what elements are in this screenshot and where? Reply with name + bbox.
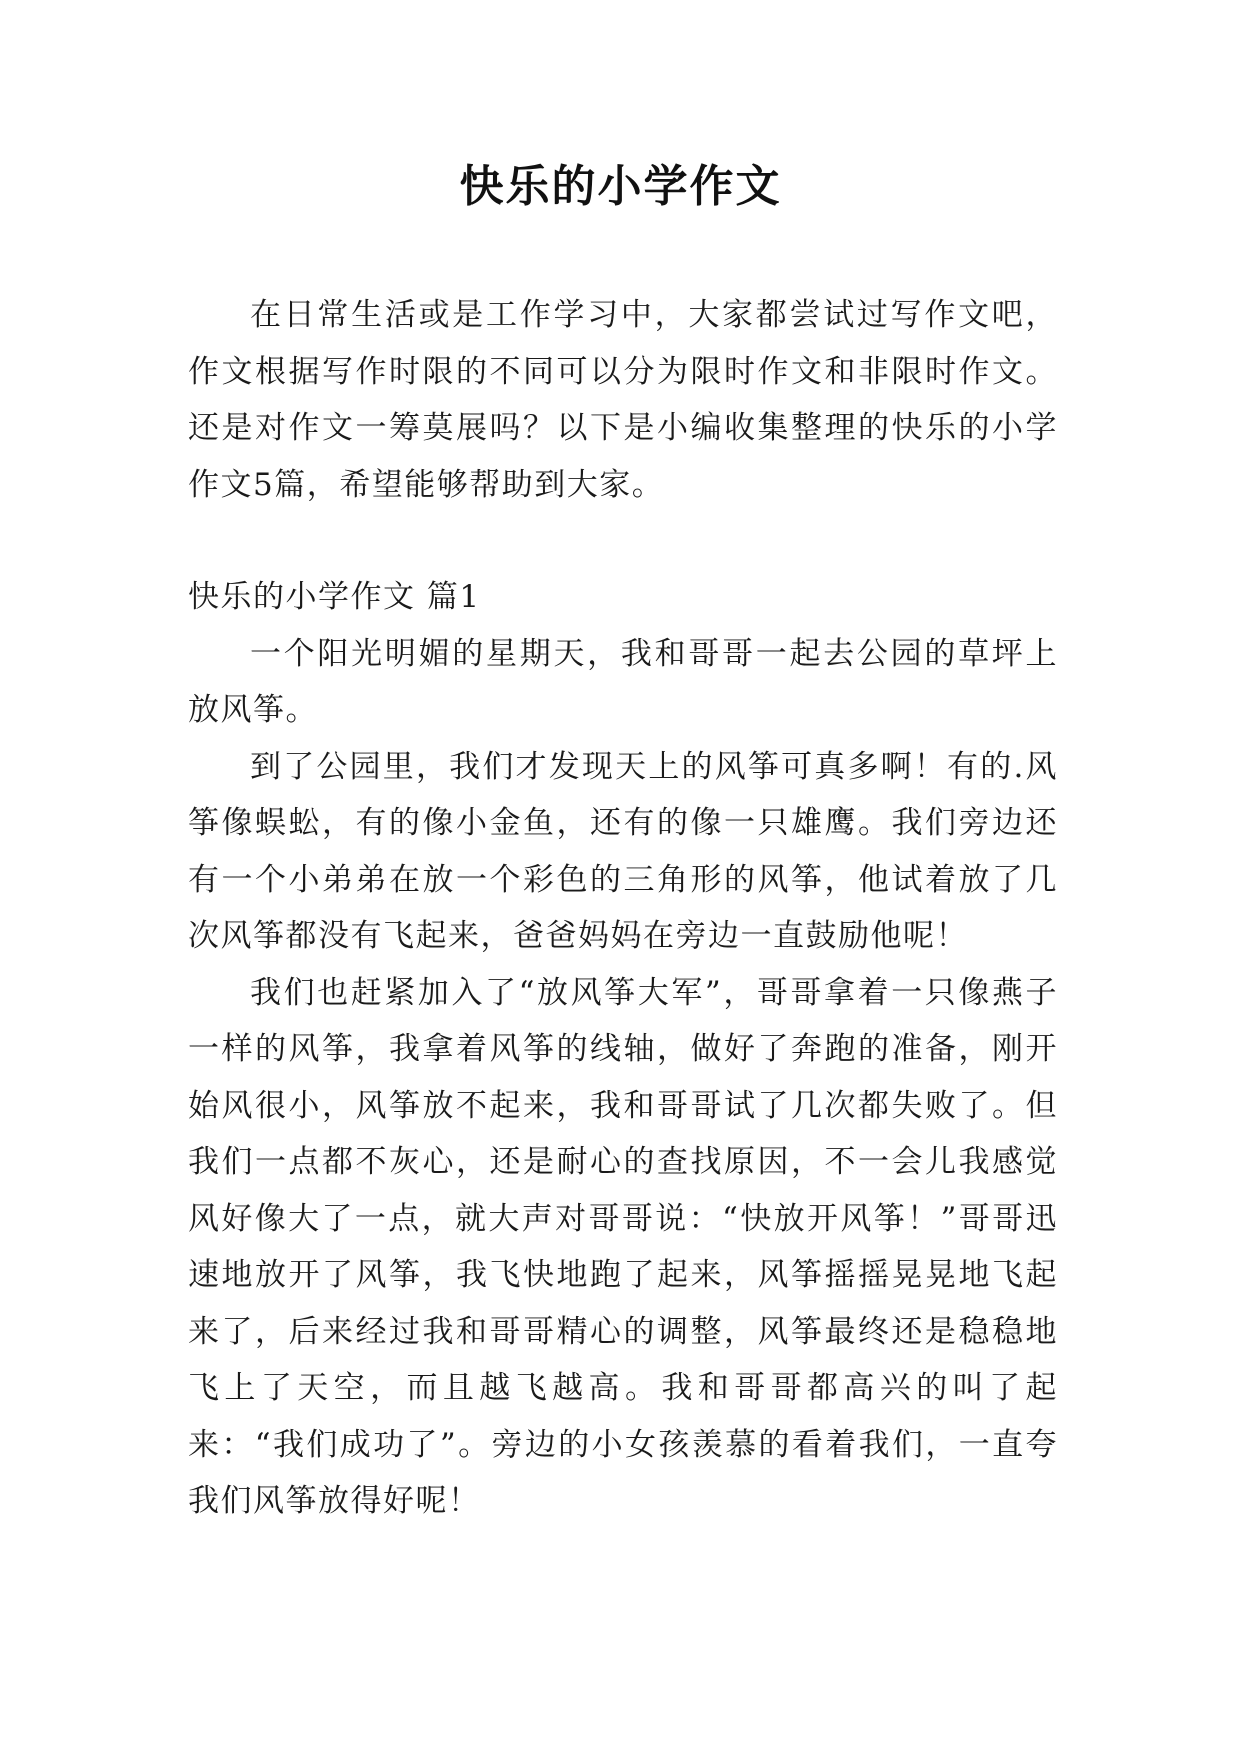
section-heading: 快乐的小学作文 篇1 — [188, 579, 481, 615]
document-title: 快乐的小学作文 — [459, 161, 782, 212]
body-paragraph: 到了公园里，我们才发现天上的风筝可真多啊！有的.风筝像蜈蚣，有的像小金鱼，还有的像一只雄鹰。我们旁边还有一个小弟弟在放一个彩色的三角形的风筝，他试着放了几次风筝都没有飞起来，爸爸妈妈在旁边一直鼓励他呢！ — [188, 748, 1058, 954]
section-gap — [188, 513, 1058, 569]
document-body — [188, 287, 1058, 1530]
body-paragraph: 我们也赶紧加入了“放风筝大军”，哥哥拿着一只像燕子一样的风筝，我拿着风筝的线轴，做好了奔跑的准备，刚开始风很小，风筝放不起来，我和哥哥试了几次都失败了。但我们一点都不灰心，还是耐心的查找原因，不一会儿我感觉风好像大了一点，就大声对哥哥说：“快放开风筝！”哥哥迅速地放开了风筝，我飞快地跑了起来，风筝摇摇晃晃地飞起来了，后来经过我和哥哥精心的调整，风筝最终还是稳稳地飞上了天空，而且越飞越高。我和哥哥都高兴的叫了起来：“我们成功了”。旁边的小女孩羡慕的看着我们，一直夸我们风筝放得好呢！ — [188, 974, 1058, 1519]
intro-paragraph: 在日常生活或是工作学习中，大家都尝试过写作文吧，作文根据写作时限的不同可以分为限时作文和非限时作文。还是对作文一筹莫展吗？以下是小编收集整理的快乐的小学作文5篇，希望能够帮助到大家。 — [188, 297, 1058, 503]
body-paragraph: 一个阳光明媚的星期天，我和哥哥一起去公园的草坪上放风筝。 — [188, 635, 1058, 728]
